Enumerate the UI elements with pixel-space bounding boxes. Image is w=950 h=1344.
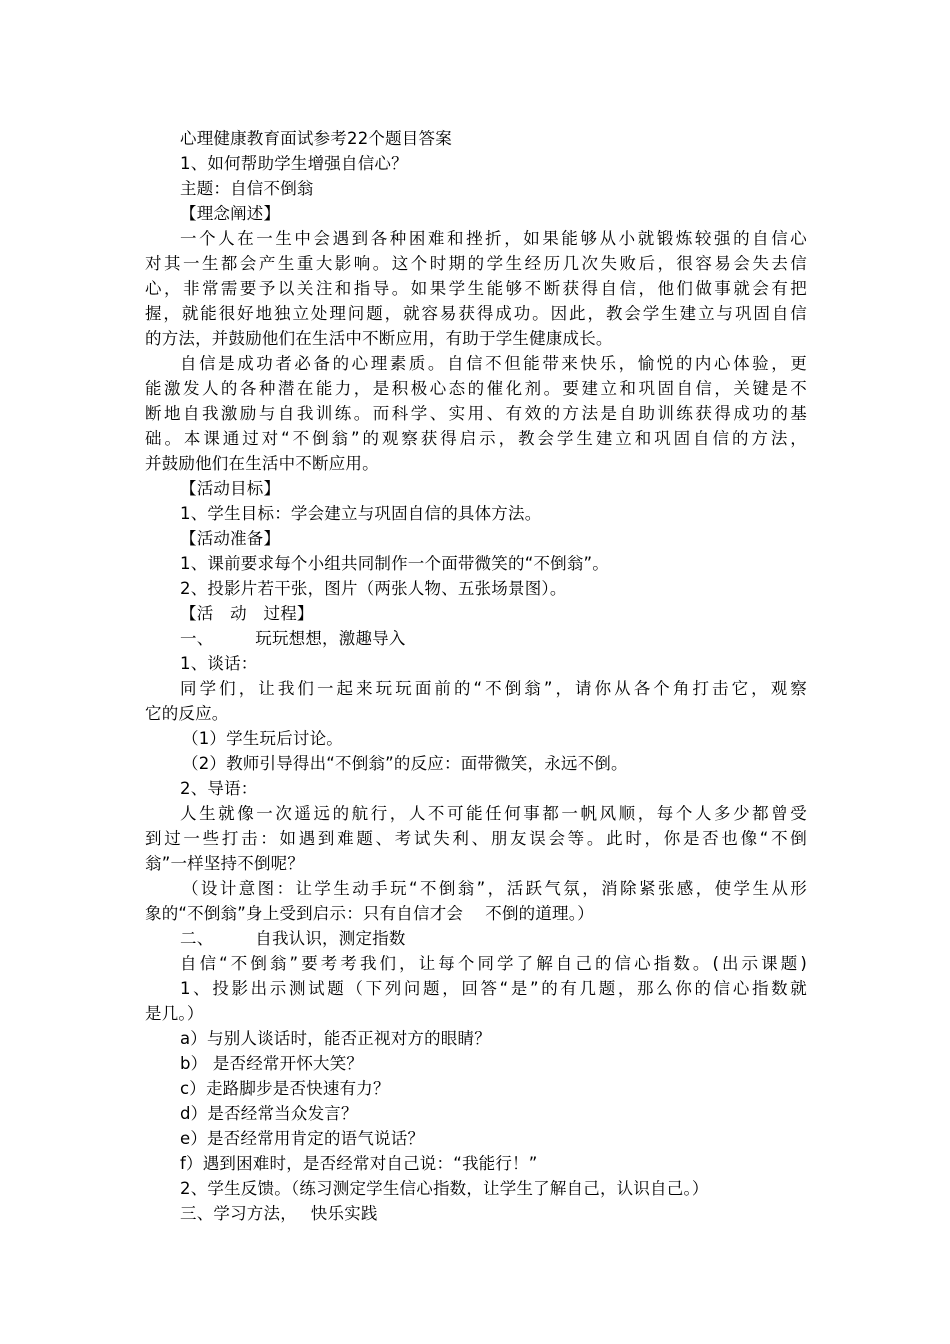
paragraph-line: 同学们，让我们一起来玩玩面前的“不倒翁”，请你从各个角打击它，观察	[180, 679, 807, 698]
paragraph-line: 断地自我激励与自我训练。而科学、实用、有效的方法是自助训练获得成功的基	[145, 404, 807, 423]
paragraph-line: 的方法，并鼓励他们在生活中不断应用，有助于学生健康成长。	[145, 329, 613, 348]
list-item: （2）教师引导得出“不倒翁”的反应：面带微笑，永远不倒。	[182, 754, 628, 773]
paragraph-line: 心，非常需要予以关注和指导。如果学生能够不断获得自信，他们做事就会有把	[145, 279, 807, 298]
paragraph-line: 一个人在一生中会遇到各种困难和挫折，如果能够从小就锻炼较强的自信心	[180, 229, 807, 248]
question-heading: 1、如何帮助学生增强自信心？	[180, 154, 408, 173]
section-heading: 【活动准备】	[180, 529, 281, 548]
list-item: 2、投影片若干张，图片（两张人物、五张场景图）。	[180, 579, 567, 598]
paragraph-line: 自信是成功者必备的心理素质。自信不但能带来快乐，愉悦的内心体验，更	[180, 354, 807, 373]
paragraph-line: 1、投影出示测试题（下列问题，回答“是”的有几题，那么你的信心指数就	[180, 979, 807, 998]
paragraph-line: 翁”一样坚持不倒呢？	[145, 854, 305, 873]
list-item: 1、课前要求每个小组共同制作一个面带微笑的“不倒翁”。	[180, 554, 609, 573]
list-item: 1、学生目标：学会建立与巩固自信的具体方法。	[180, 504, 542, 523]
paragraph-line: 对其一生都会产生重大影响。这个时期的学生经历几次失败后，很容易会失去信	[145, 254, 807, 273]
list-item: 2、导语：	[180, 779, 258, 798]
paragraph-line: 它的反应。	[145, 704, 229, 723]
paragraph-line: 能激发人的各种潜在能力，是积极心态的催化剂。要建立和巩固自信，关键是不	[145, 379, 807, 398]
list-item: （1）学生玩后讨论。	[182, 729, 343, 748]
step-heading: 三、学习方法， 快乐实践	[180, 1204, 378, 1223]
paragraph-line: 人生就像一次遥远的航行，人不可能任何事都一帆风顺，每个人多少都曾受	[180, 804, 807, 823]
paragraph-line: 础。本课通过对“不倒翁”的观察获得启示，教会学生建立和巩固自信的方法，	[145, 429, 807, 448]
list-item: c）走路脚步是否快速有力？	[180, 1079, 390, 1098]
list-item: d）是否经常当众发言？	[180, 1104, 358, 1123]
section-heading: 【活 动 过程】	[180, 604, 314, 623]
list-item: 1、谈话：	[180, 654, 258, 673]
paragraph-line: 自信“不倒翁”要考考我们，让每个同学了解自己的信心指数。(出示课题)	[180, 954, 807, 973]
section-heading: 【活动目标】	[180, 479, 281, 498]
document-title: 心理健康教育面试参考22个题目答案	[180, 129, 452, 148]
paragraph-line: 并鼓励他们在生活中不断应用。	[145, 454, 379, 473]
list-item: e）是否经常用肯定的语气说话？	[180, 1129, 425, 1148]
paragraph-line: 象的“不倒翁”身上受到启示：只有自信才会 不倒的道理。）	[145, 904, 594, 923]
topic-line: 主题：自信不倒翁	[180, 179, 314, 198]
paragraph-line: （设计意图：让学生动手玩“不倒翁”，活跃气氛，消除紧张感，使学生从形	[182, 879, 807, 898]
list-item: b） 是否经常开怀大笑？	[180, 1054, 364, 1073]
step-heading: 一、 玩玩想想，激趣导入	[180, 629, 406, 648]
paragraph-line: 是几。）	[145, 1004, 204, 1023]
step-heading: 二、 自我认识，测定指数	[180, 929, 406, 948]
list-item: 2、学生反馈。（练习测定学生信心指数，让学生了解自己，认识自己。）	[180, 1179, 709, 1198]
paragraph-line: 握，就能很好地独立处理问题，就容易获得成功。因此，教会学生建立与巩固自信	[145, 304, 807, 323]
paragraph-line: 到过一些打击：如遇到难题、考试失利、朋友误会等。此时，你是否也像“不倒	[145, 829, 807, 848]
list-item: f）遇到困难时，是否经常对自己说：“我能行！”	[180, 1154, 538, 1173]
list-item: a）与别人谈话时，能否正视对方的眼睛？	[180, 1029, 491, 1048]
section-heading: 【理念阐述】	[180, 204, 281, 223]
